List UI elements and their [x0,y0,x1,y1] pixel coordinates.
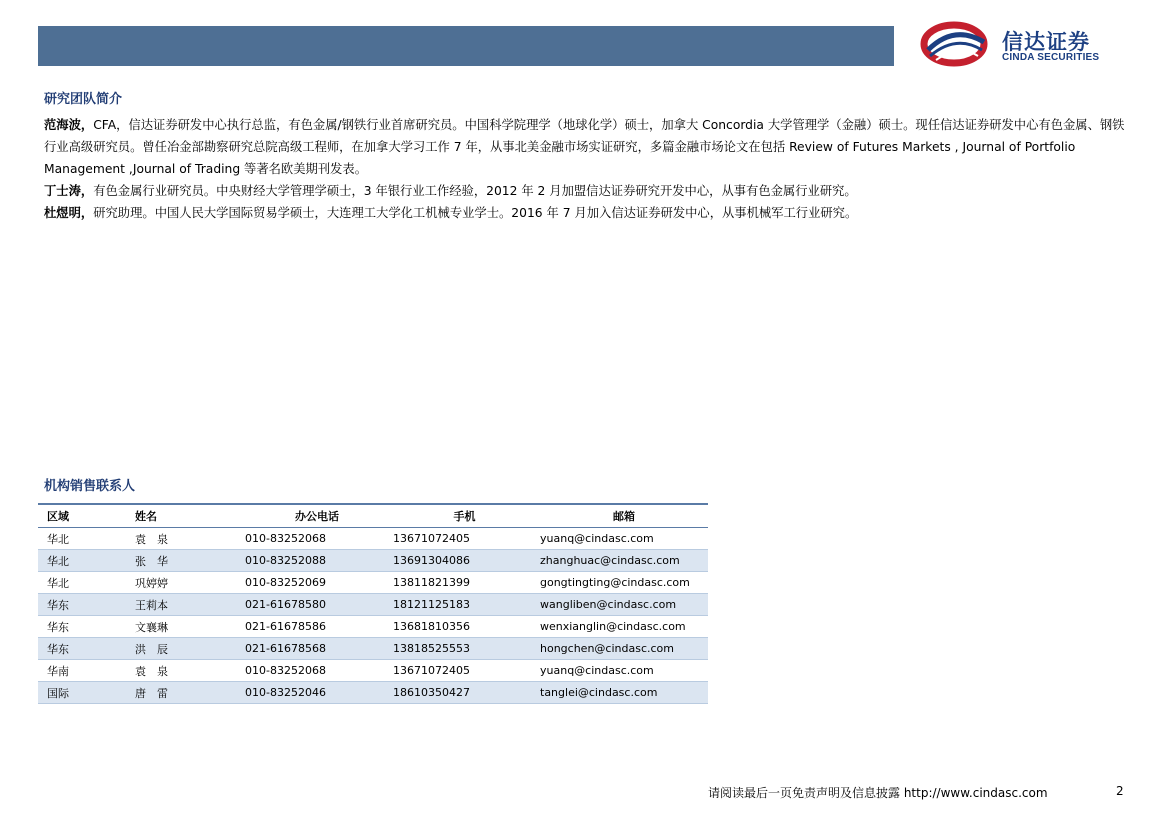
table-row [38,572,708,594]
cell-name: 袁 泉 [127,528,240,550]
cell-name: 张 华 [127,550,240,572]
cell-region: 华东 [38,616,127,638]
cell-email[interactable]: wangliben@cindasc.com [536,594,708,616]
cell-name: 唐 雷 [127,682,240,704]
table-row [38,616,708,638]
cell-name: 文襄琳 [127,616,240,638]
member-name: 杜煜明， [44,206,94,220]
cell-name: 巩婷婷 [127,572,240,594]
cell-email[interactable]: tanglei@cindasc.com [536,682,708,704]
cinda-logo-icon [920,20,992,68]
cell-email[interactable]: wenxianglin@cindasc.com [536,616,708,638]
cell-email[interactable]: gongtingting@cindasc.com [536,572,708,594]
cell-mobile: 18610350427 [389,682,536,704]
header-bar [38,26,894,66]
cell-office-phone: 010-83252046 [240,682,389,704]
cell-region: 华北 [38,550,127,572]
cell-office-phone: 021-61678580 [240,594,389,616]
cell-region: 华北 [38,528,127,550]
header-name: 姓名 [127,504,240,528]
table-row [38,550,708,572]
cell-mobile: 13691304086 [389,550,536,572]
cell-office-phone: 010-83252068 [240,528,389,550]
table-header-row [38,504,708,528]
header-region: 区域 [38,504,127,528]
cell-mobile: 13811821399 [389,572,536,594]
cell-email[interactable]: yuanq@cindasc.com [536,528,708,550]
cell-region: 华南 [38,660,127,682]
cell-office-phone: 010-83252068 [240,660,389,682]
cell-mobile: 13681810356 [389,616,536,638]
logo-text-en: CINDA SECURITIES [1002,52,1100,63]
header-email: 邮箱 [536,504,708,528]
cell-office-phone: 010-83252088 [240,550,389,572]
cell-mobile: 13818525553 [389,638,536,660]
logo-text-cn: 信达证券 [1002,30,1090,54]
cell-name: 王莉本 [127,594,240,616]
cell-email[interactable]: zhanghuac@cindasc.com [536,550,708,572]
cinda-logo [920,20,1130,70]
cell-email[interactable]: yuanq@cindasc.com [536,660,708,682]
table-row [38,660,708,682]
cell-region: 华东 [38,594,127,616]
member-name: 丁士涛， [44,184,94,198]
cell-office-phone: 021-61678568 [240,638,389,660]
page-number: 2 [1116,784,1124,798]
table-row [38,682,708,704]
cell-mobile: 13671072405 [389,660,536,682]
sales-contacts-table [38,503,708,704]
member-description: CFA，信达证券研发中心执行总监，有色金属/钢铁行业首席研究员。中国科学院理学（地球化学）硕士，加拿大 Concordia 大学管理学（金融）硕士。现任信达证券研发中心有色金属、钢铁行业高级研究员。曾任冶金部勘察研究总院高级工程师，在加拿大学习工作 7 年，从事北美金融市场实证研究，多篇金融市场论文在包括 Review of Futures Markets , Journal of Portfolio Management ,Journal of Trading 等著名欧美期刊发表。 [44,118,1125,176]
cell-name: 袁 泉 [127,660,240,682]
cell-mobile: 13671072405 [389,528,536,550]
member-name: 范海波， [44,118,94,132]
team-member-bio [44,114,1128,180]
team-member-bio [44,202,1128,224]
table-row [38,594,708,616]
table-row [38,528,708,550]
contacts-section-title: 机构销售联系人 [44,479,136,494]
cell-office-phone: 021-61678586 [240,616,389,638]
cell-office-phone: 010-83252069 [240,572,389,594]
cell-email[interactable]: hongchen@cindasc.com [536,638,708,660]
cell-region: 国际 [38,682,127,704]
table-row [38,638,708,660]
team-member-bio [44,180,1128,202]
header-mobile: 手机 [389,504,536,528]
cell-region: 华北 [38,572,127,594]
cell-mobile: 18121125183 [389,594,536,616]
member-description: 研究助理。中国人民大学国际贸易学硕士，大连理工大学化工机械专业学士。2016 年 7 月加入信达证券研发中心，从事机械军工行业研究。 [93,206,858,220]
footer-disclaimer[interactable]: 请阅读最后一页免责声明及信息披露 http://www.cindasc.com [708,786,1048,800]
cell-region: 华东 [38,638,127,660]
member-description: 有色金属行业研究员。中央财经大学管理学硕士，3 年银行业工作经验，2012 年 2 月加盟信达证券研究开发中心，从事有色金属行业研究。 [93,184,857,198]
cell-name: 洪 辰 [127,638,240,660]
team-section-title: 研究团队简介 [44,92,123,107]
header-office-phone: 办公电话 [240,504,389,528]
